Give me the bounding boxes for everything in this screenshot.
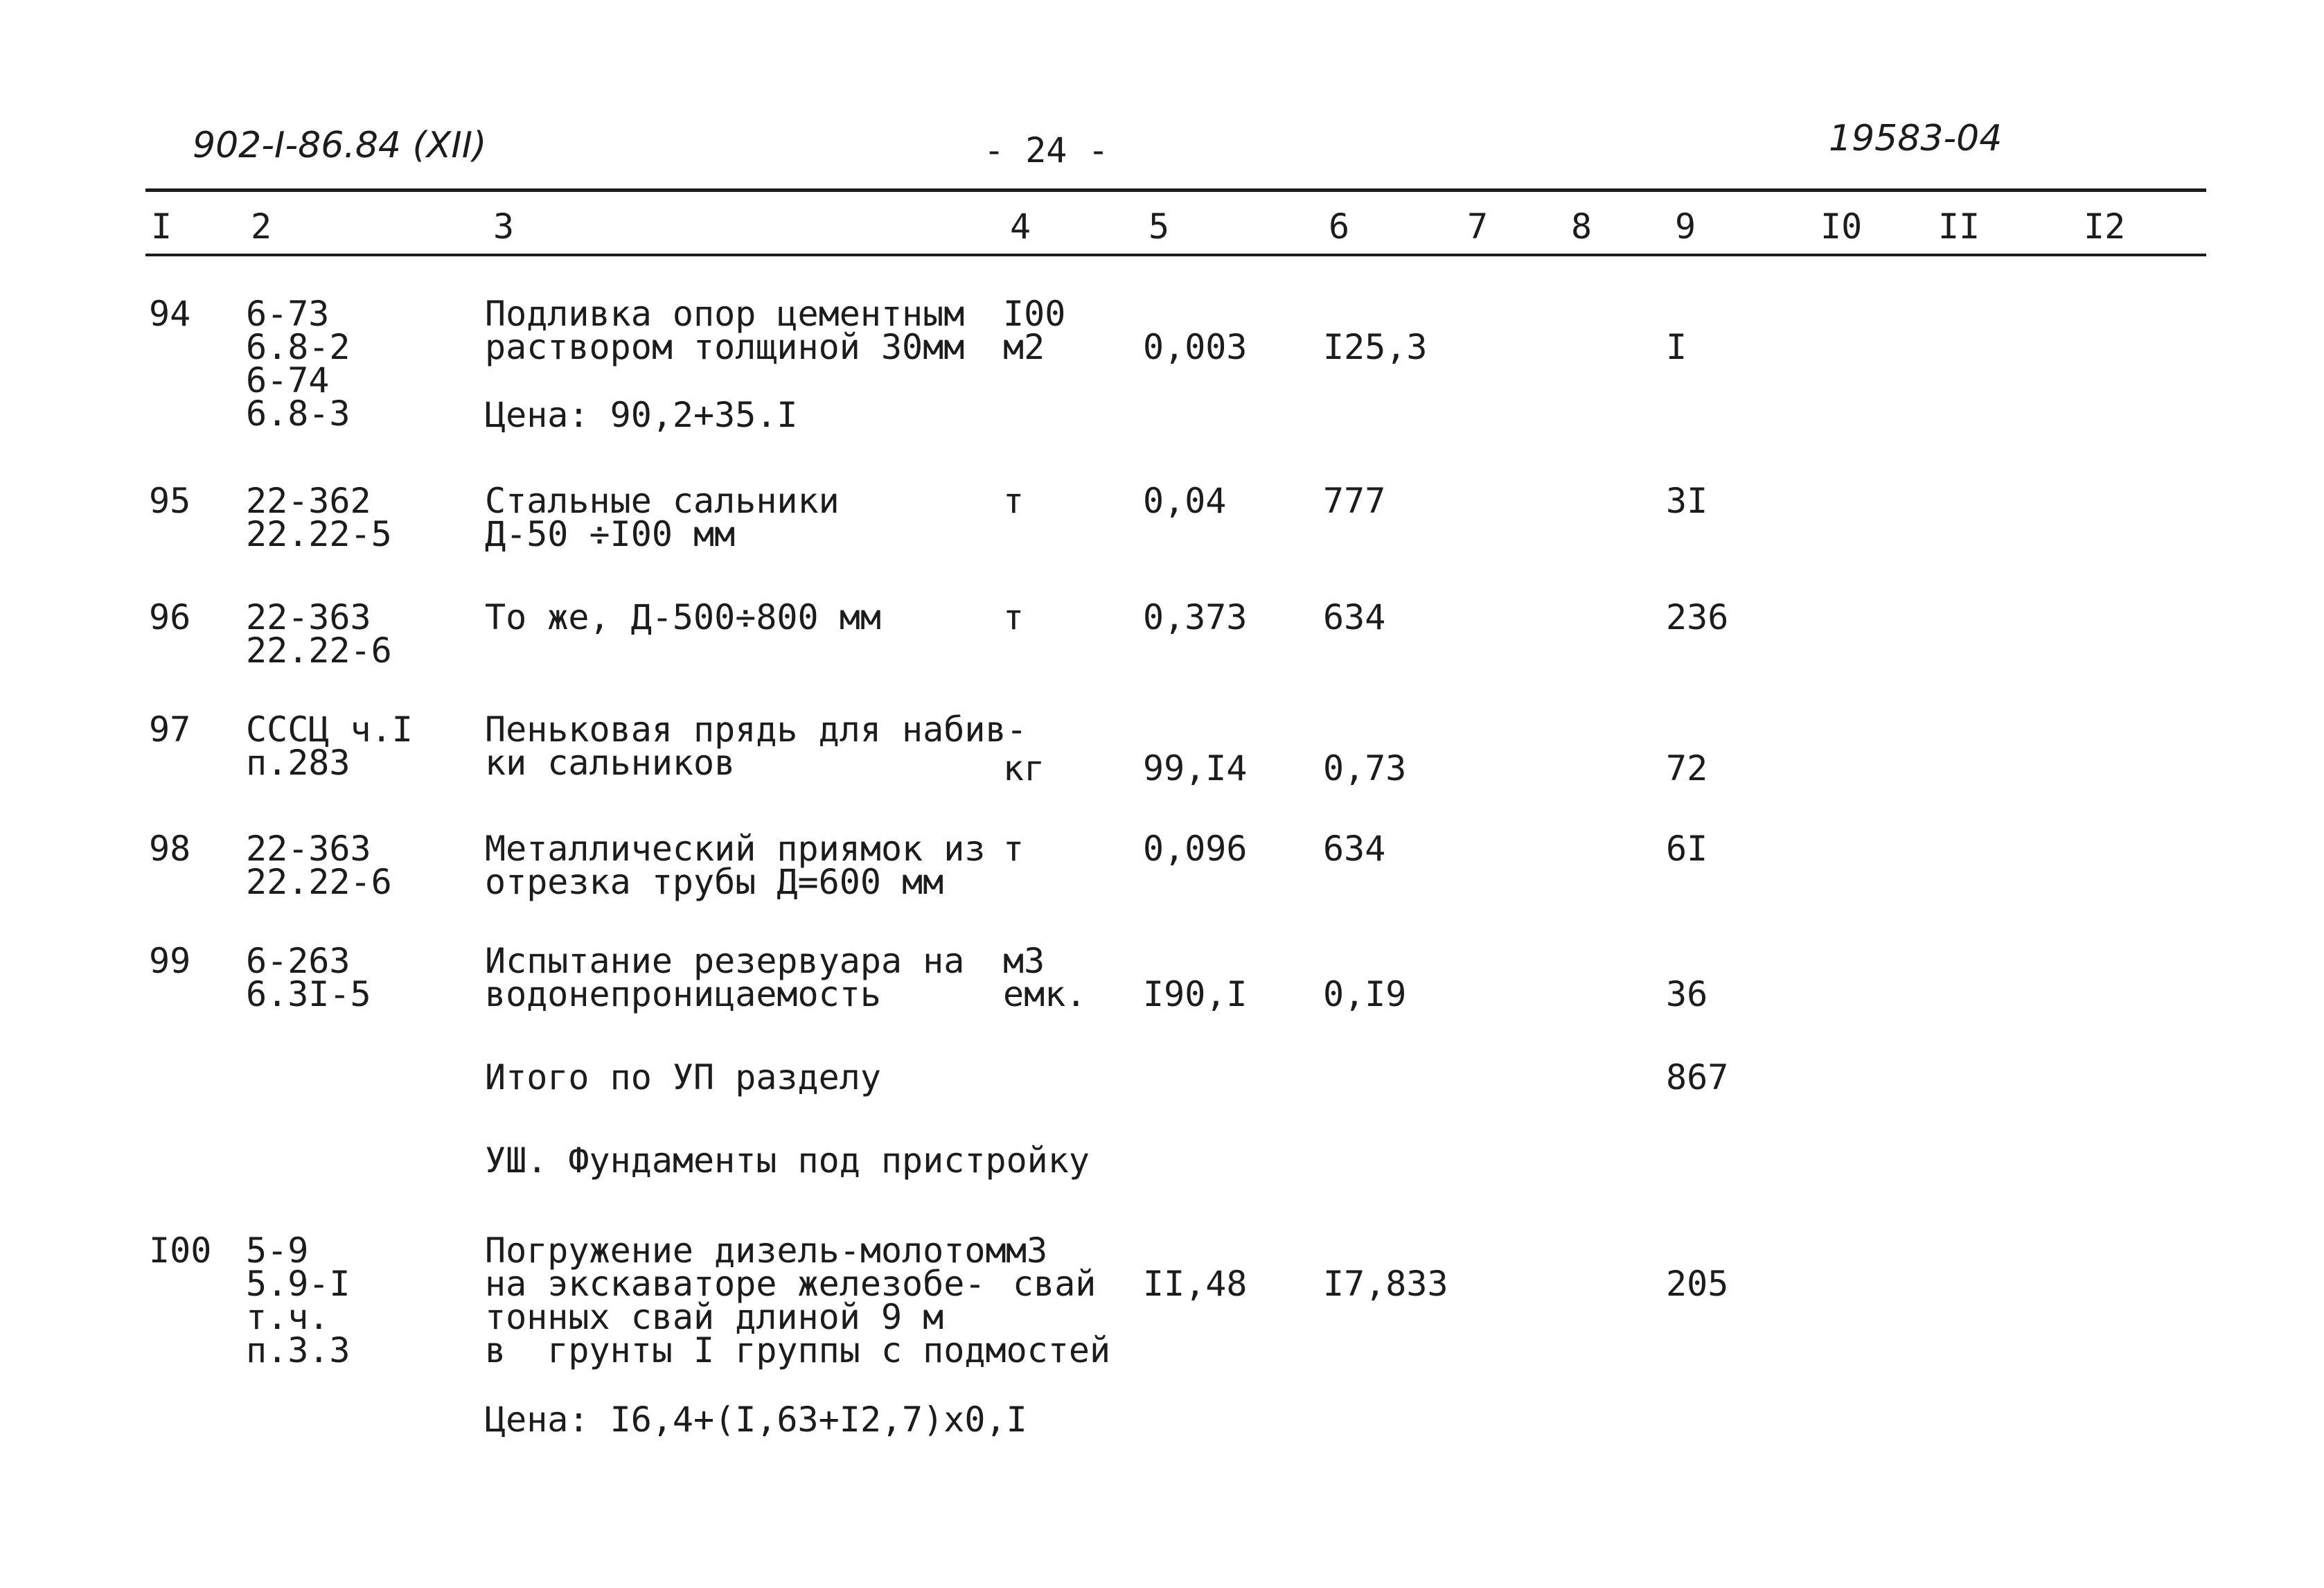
work-description: отрезка трубы Д=600 мм bbox=[485, 862, 944, 902]
unit: свай bbox=[1013, 1264, 1097, 1304]
quantity: 0,003 bbox=[1143, 327, 1248, 367]
price-note: Цена: I6,4+(I,63+I2,7)x0,I bbox=[485, 1400, 1027, 1440]
column-number: 5 bbox=[1148, 206, 1170, 247]
unit: т bbox=[1003, 829, 1024, 869]
rate-code: 6.3I-5 bbox=[246, 974, 371, 1014]
section-total-value: 867 bbox=[1666, 1057, 1729, 1097]
rate-code: 6.8-3 bbox=[246, 394, 351, 434]
item-number: I00 bbox=[149, 1230, 212, 1271]
total-cost: 36 bbox=[1666, 974, 1708, 1014]
rate-code: 22-363 bbox=[246, 829, 371, 869]
rate-code: 22-363 bbox=[246, 597, 371, 637]
work-description: Пеньковая прядь для набив- bbox=[485, 709, 1027, 750]
work-description: раствором толщиной 30мм bbox=[485, 327, 965, 367]
unit: т bbox=[1003, 597, 1024, 637]
quantity: 99,I4 bbox=[1143, 748, 1248, 788]
unit: кг bbox=[1003, 748, 1045, 788]
unit: м3 bbox=[1006, 1230, 1048, 1271]
item-number: 99 bbox=[149, 941, 191, 981]
price-note: Цена: 90,2+35.I bbox=[485, 395, 798, 435]
work-description: ки сальников bbox=[485, 743, 736, 783]
item-number: 96 bbox=[149, 597, 191, 637]
item-number: 97 bbox=[149, 709, 191, 750]
quantity: 0,096 bbox=[1143, 829, 1248, 869]
column-number: 3 bbox=[493, 206, 515, 247]
rate-code: 5-9 bbox=[246, 1230, 309, 1271]
work-description: Погружение дизель-молотом bbox=[485, 1230, 1006, 1271]
total-cost: 236 bbox=[1666, 597, 1729, 637]
column-number: 2 bbox=[251, 206, 272, 247]
rate-code: 6-73 bbox=[246, 294, 330, 334]
work-description: Стальные сальники bbox=[485, 481, 840, 521]
column-number: 8 bbox=[1571, 206, 1593, 247]
column-number: I0 bbox=[1820, 206, 1863, 247]
item-number: 95 bbox=[149, 481, 191, 521]
unit-price: 777 bbox=[1323, 481, 1386, 521]
quantity: II,48 bbox=[1143, 1264, 1248, 1304]
rate-code: 22-362 bbox=[246, 481, 371, 521]
column-number: II bbox=[1938, 206, 1980, 247]
rate-code: 22.22-6 bbox=[246, 630, 392, 671]
quantity: I90,I bbox=[1143, 974, 1248, 1014]
work-description: в грунты I группы с подмостей bbox=[485, 1330, 1111, 1370]
column-number-header bbox=[0, 206, 2324, 248]
rate-code: СССЦ ч.I bbox=[246, 709, 413, 750]
unit: т bbox=[1003, 481, 1024, 521]
quantity: 0,373 bbox=[1143, 597, 1248, 637]
unit-price: 634 bbox=[1323, 597, 1386, 637]
total-cost: I bbox=[1666, 327, 1687, 367]
column-number: 4 bbox=[1010, 206, 1031, 247]
total-cost: 6I bbox=[1666, 829, 1708, 869]
document-code: 902-I-86.84 (XII) bbox=[193, 125, 487, 166]
rate-code: 6-263 bbox=[246, 941, 351, 981]
work-description: Металлический приямок из bbox=[485, 829, 986, 869]
work-description: Д-50 ÷I00 мм bbox=[485, 514, 736, 554]
column-number: I bbox=[151, 206, 172, 247]
item-number: 98 bbox=[149, 829, 191, 869]
section-total-label: Итого по УП разделу bbox=[485, 1057, 881, 1097]
unit-price: 0,I9 bbox=[1323, 974, 1407, 1014]
column-header-rule bbox=[145, 254, 2206, 256]
unit: м2 bbox=[1003, 327, 1045, 367]
quantity: 0,04 bbox=[1143, 481, 1227, 521]
work-description: Испытание резервуара на bbox=[485, 941, 965, 981]
rate-code: 5.9-I bbox=[246, 1264, 351, 1304]
work-description: тонных свай длиной 9 м bbox=[485, 1297, 944, 1337]
total-cost: 3I bbox=[1666, 481, 1708, 521]
rate-code: т.ч. bbox=[246, 1297, 330, 1337]
total-cost: 205 bbox=[1666, 1264, 1729, 1304]
unit-price: 0,73 bbox=[1323, 748, 1407, 788]
work-description: Подливка опор цементным bbox=[485, 294, 965, 334]
work-description: То же, Д-500÷800 мм bbox=[485, 597, 881, 637]
column-number: 7 bbox=[1467, 206, 1489, 247]
unit: м3 bbox=[1003, 941, 1045, 981]
table-top-rule bbox=[145, 188, 2206, 192]
column-number: I2 bbox=[2084, 206, 2126, 247]
rate-code: п.283 bbox=[246, 743, 351, 783]
work-description: на экскаваторе железобе- bbox=[485, 1264, 986, 1304]
unit-price: I7,833 bbox=[1323, 1264, 1448, 1304]
reference-number: 19583-04 bbox=[1829, 118, 2003, 159]
column-number: 9 bbox=[1675, 206, 1696, 247]
rate-code: п.3.3 bbox=[246, 1330, 351, 1370]
item-number: 94 bbox=[149, 294, 191, 334]
total-cost: 72 bbox=[1666, 748, 1708, 788]
rate-code: 22.22-6 bbox=[246, 862, 392, 902]
unit-price: I25,3 bbox=[1323, 327, 1428, 367]
rate-code: 6.8-2 bbox=[246, 327, 351, 367]
page-number: - 24 - bbox=[984, 130, 1109, 170]
unit: I00 bbox=[1003, 294, 1066, 334]
column-number: 6 bbox=[1329, 206, 1350, 247]
unit: емк. bbox=[1003, 974, 1087, 1014]
section-heading: УШ. Фундаменты под пристройку bbox=[485, 1140, 1090, 1181]
rate-code: 22.22-5 bbox=[246, 514, 392, 554]
unit-price: 634 bbox=[1323, 829, 1386, 869]
work-description: водонепроницаемость bbox=[485, 974, 881, 1014]
rate-code: 6-74 bbox=[246, 360, 330, 400]
